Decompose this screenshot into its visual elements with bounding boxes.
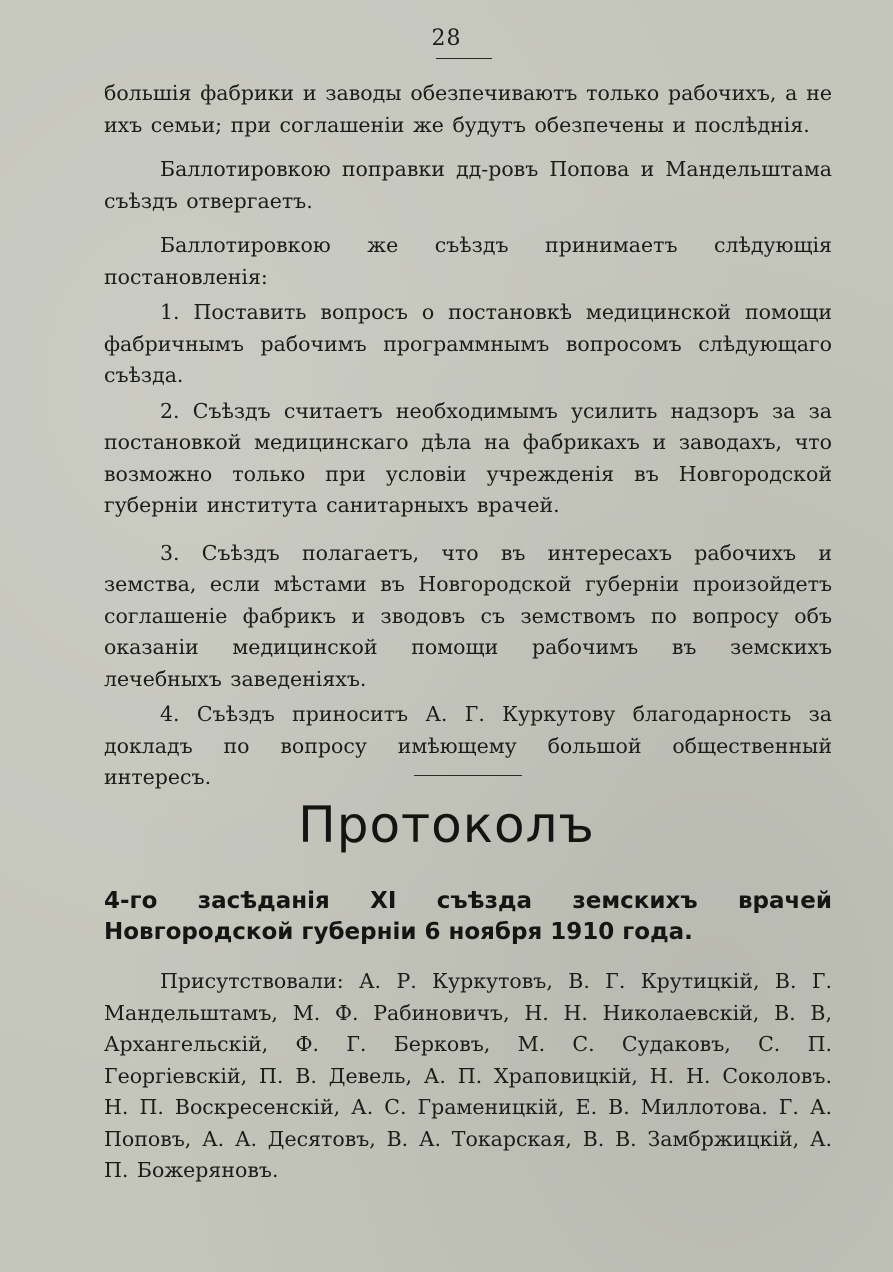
- resolution-item-1: 1. Поставить вопросъ о постановкѣ медицинской помощи фабричнымъ рабочимъ программнымъ вопросомъ слѣдующаго съѣзда.: [104, 300, 832, 387]
- page-number: 28: [431, 26, 462, 51]
- page-number-rule: [436, 58, 492, 59]
- attendees-list: Присутствовали: А. Р. Куркутовъ, В. Г. Крутицкій, В. Г. Мандельштамъ, М. Ф. Рабиновичъ, Н. Н. Николаевскій, В. В, Архангельскій, Ф. Г. Берковъ, М. С. Судаковъ, С. П. Георгіевскій, П. В. Девель, А. П. Храповицкій, Н. Н. Соколовъ. Н. П. Воскресенскій, А. С. Граменицкій, Е. В. Миллотова. Г. А. Поповъ, А. А. Десятовъ, В. А. Токарская, В. В. Замбржицкій, А. П. Божеряновъ.: [104, 969, 832, 1182]
- resolution-item-3: 3. Съѣздъ полагаетъ, что въ интересахъ рабочихъ и земства, если мѣстами въ Новгородской губерніи произойдетъ соглашеніе фабрикъ и зводовъ съ земствомъ по вопросу объ оказаніи медицинской помощи рабочимъ въ земскихъ лечебныхъ заведеніяхъ.: [104, 540, 832, 691]
- paragraph-ballot-resolutions: Баллотировкою же съѣздъ принимаетъ слѣдующія постановленія:: [104, 233, 832, 289]
- resolution-item-2: 2. Съѣздъ считаетъ необходимымъ усилить надзоръ за за постановкой медицинскаго дѣла на фабрикахъ и заводахъ, что возможно только при условіи учрежденія въ Новгородской губерніи института санитарныхъ врачей.: [104, 398, 832, 517]
- attendees-block: [104, 966, 832, 1187]
- paragraph-continued: большія фабрики и заводы обезпечиваютъ только рабочихъ, а не ихъ семьи; при соглашеніи же будутъ обезпечены и послѣднія.: [104, 81, 832, 137]
- body-text: [104, 78, 832, 794]
- protocol-title: Протоколъ: [298, 796, 595, 854]
- resolution-item-4: 4. Съѣздъ приноситъ А. Г. Куркутову благодарность за докладъ по вопросу имѣющему большой общественный интересъ.: [104, 702, 832, 789]
- section-divider: [414, 775, 522, 776]
- paragraph-ballot-amendment: Баллотировкою поправки дд-ровъ Попова и Мандельштама съѣздъ отвергаетъ.: [104, 157, 832, 213]
- session-heading: 4-го засѣданія XI съѣзда земскихъ врачей Новгородской губерніи 6 ноября 1910 года.: [104, 888, 832, 945]
